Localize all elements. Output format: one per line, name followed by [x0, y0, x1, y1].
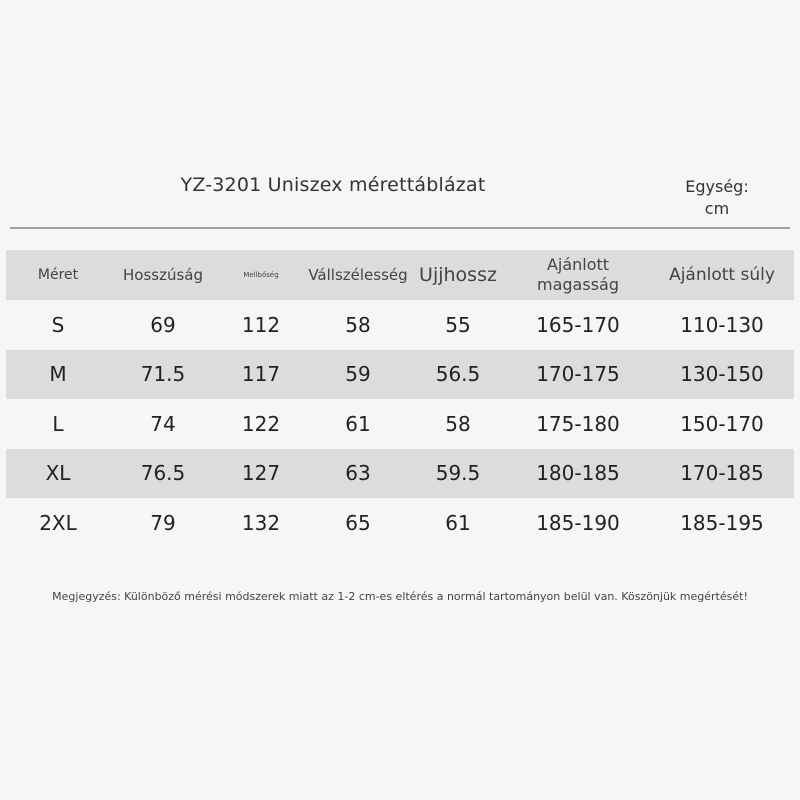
table-cell: 122 — [241, 411, 281, 436]
table-cell: 61 — [345, 411, 371, 436]
table-cell: 2XL — [39, 510, 77, 535]
table-cell: 55 — [445, 312, 471, 337]
table-cell: 175-180 — [536, 411, 620, 436]
table-cell: 170-185 — [650, 449, 794, 499]
table-cell: 59 — [306, 350, 410, 400]
size-chart-table — [6, 250, 794, 548]
column-header-recommended-height-line2: magasság — [537, 275, 619, 294]
table-cell: 74 — [150, 411, 176, 436]
table-cell: 71.5 — [110, 350, 216, 400]
column-header-shoulder: Vállszélesség — [306, 250, 410, 300]
table-cell: M — [6, 350, 110, 400]
table-cell: 58 — [445, 411, 471, 436]
table-cell: 170-175 — [506, 350, 650, 400]
table-cell: 76.5 — [110, 449, 216, 499]
column-header-sleeve: Ujjhossz — [410, 250, 506, 300]
table-cell: L — [52, 411, 64, 436]
table-cell: S — [51, 312, 65, 337]
footer-note: Megjegyzés: Különböző mérési módszerek miatt az 1-2 cm-es eltérés a normál tartományon belül van. Köszönjük megértését! — [52, 590, 748, 603]
table-cell: 130-150 — [650, 350, 794, 400]
table-cell: 185-195 — [680, 510, 764, 535]
column-header-recommended-height-line1: Ajánlott — [546, 255, 610, 274]
unit-value-text: cm — [704, 199, 730, 218]
column-header-recommended-height — [506, 250, 650, 300]
column-header-recommended-weight: Ajánlott súly — [650, 250, 794, 300]
table-row — [6, 498, 794, 548]
table-header-row — [6, 250, 794, 300]
table-cell: XL — [6, 449, 110, 499]
table-cell: 180-185 — [506, 449, 650, 499]
table-cell: 127 — [216, 449, 306, 499]
table-cell: 185-190 — [536, 510, 620, 535]
unit-label — [666, 176, 768, 220]
table-cell: 63 — [306, 449, 410, 499]
table-row — [6, 399, 794, 449]
page-title: YZ-3201 Uniszex mérettáblázat — [180, 174, 486, 196]
table-cell: 59.5 — [410, 449, 506, 499]
table-cell: 79 — [150, 510, 176, 535]
table-cell: 150-170 — [680, 411, 764, 436]
table-cell: 65 — [345, 510, 371, 535]
header-divider — [10, 227, 790, 229]
table-cell: 110-130 — [680, 312, 764, 337]
table-row — [6, 300, 794, 350]
table-cell: 61 — [445, 510, 471, 535]
table-cell: 56.5 — [410, 350, 506, 400]
table-cell: 117 — [216, 350, 306, 400]
table-cell: 58 — [345, 312, 371, 337]
table-cell: 69 — [150, 312, 176, 337]
column-header-chest: Mellbőség — [216, 250, 306, 300]
table-cell: 165-170 — [536, 312, 620, 337]
table-row — [6, 449, 794, 499]
table-cell: 112 — [241, 312, 281, 337]
column-header-size: Méret — [6, 250, 110, 300]
column-header-length: Hosszúság — [110, 250, 216, 300]
table-row — [6, 350, 794, 400]
table-cell: 132 — [241, 510, 281, 535]
unit-label-text: Egység: — [685, 177, 749, 196]
